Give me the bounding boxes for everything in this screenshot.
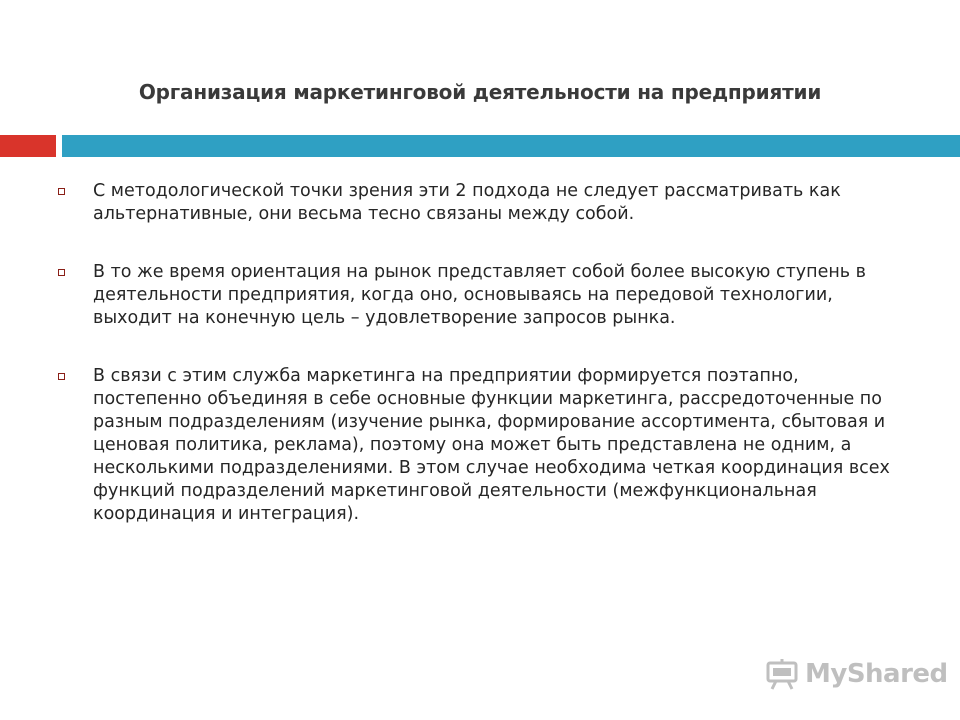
bullet-text: В связи с этим служба маркетинга на предприятии формируется поэтапно, постепенно объединяя в себе основные функции маркетинга, рассредоточенные по разным подразделениям (изучение рынка, формирование ассортимента, сбытовая и ценовая политика, реклама), поэтому она может быть представлена не одним, а несколькими подразделениями. В этом случае необходима четкая координация всех функций подразделений маркетинговой деятельности (межфункциональная координация и интеграция). [93, 366, 890, 524]
myshared-watermark [765, 656, 948, 692]
bullet-list [58, 180, 898, 526]
square-bullet-icon [58, 373, 65, 380]
square-bullet-icon [58, 188, 65, 195]
title-accent-bar-blue [62, 135, 960, 157]
square-bullet-icon [58, 269, 65, 276]
presentation-board-icon [765, 657, 799, 691]
bullet-text: В то же время ориентация на рынок представляет собой более высокую ступень в деятельности предприятия, когда оно, основываясь на передовой технологии, выходит на конечную цель – удовлетворение запросов рынка. [93, 262, 866, 328]
bullet-text: С методологической точки зрения эти 2 подхода не следует рассматривать как альтернативные, они весьма тесно связаны между собой. [93, 181, 841, 224]
watermark-text: MyShared [805, 659, 948, 689]
bullet-item [58, 365, 898, 526]
bullet-item [58, 180, 898, 226]
bullet-item [58, 261, 898, 330]
title-accent-bar-red [0, 135, 56, 157]
slide-title: Организация маркетинговой деятельности на предприятии [138, 80, 822, 104]
